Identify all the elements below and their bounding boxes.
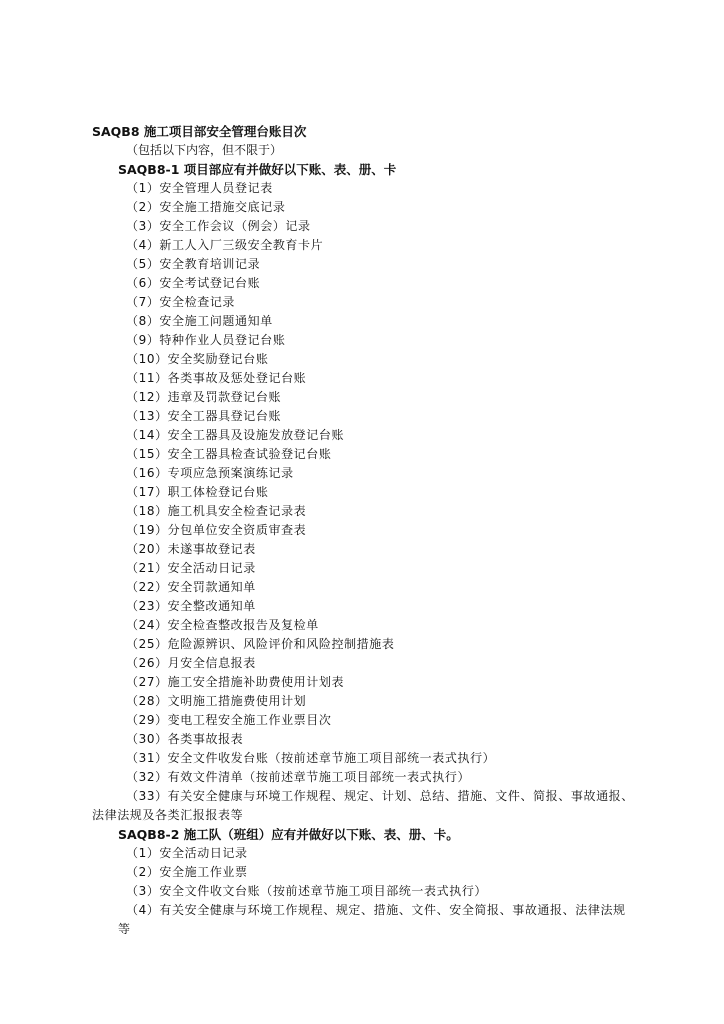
list-item: （2）安全施工作业票 [126, 865, 248, 879]
list-item: （3）安全工作会议（例会）记录 [126, 219, 311, 233]
list-item: （16）专项应急预案演练记录 [126, 466, 294, 480]
list-item: （26）月安全信息报表 [126, 656, 256, 670]
list-item: （22）安全罚款通知单 [126, 580, 256, 594]
list-item: （13）安全工器具登记台账 [126, 409, 282, 423]
list-item-4-line2: 等 [118, 922, 131, 936]
list-item-33-line2: 法律法规及各类汇报报表等 [92, 808, 244, 822]
list-item: （21）安全活动日记录 [126, 561, 256, 575]
list-item: （6）安全考试登记台账 [126, 276, 261, 290]
list-item: （24）安全检查整改报告及复检单 [126, 618, 319, 632]
list-item: （28）文明施工措施费使用计划 [126, 694, 307, 708]
list-item: （9）特种作业人员登记台账 [126, 333, 286, 347]
list-item: （7）安全检查记录 [126, 295, 236, 309]
list-item-33-line1: （33）有关安全健康与环境工作规程、规定、计划、总结、措施、文件、简报、事故通报、 [126, 789, 634, 803]
list-item: （23）安全整改通知单 [126, 599, 256, 613]
scope-note: （包括以下内容，但不限于） [126, 143, 283, 157]
list-item: （12）违章及罚款登记台账 [126, 390, 282, 404]
list-item: （1）安全活动日记录 [126, 846, 248, 860]
list-item: （11）各类事故及惩处登记台账 [126, 371, 307, 385]
list-item: （27）施工安全措施补助费使用计划表 [126, 675, 345, 689]
list-item: （15）安全工器具检查试验登记台账 [126, 447, 332, 461]
list-item-4-line1: （4）有关安全健康与环境工作规程、规定、措施、文件、安全简报、事故通报、法律法规 [126, 903, 626, 917]
list-item: （3）安全文件收文台账（按前述章节施工项目部统一表式执行） [126, 884, 488, 898]
list-item: （8）安全施工问题通知单 [126, 314, 273, 328]
list-item: （31）安全文件收发台账（按前述章节施工项目部统一表式执行） [126, 751, 496, 765]
list-item: （10）安全奖励登记台账 [126, 352, 269, 366]
list-item: （4）新工人入厂三级安全教育卡片 [126, 238, 324, 252]
list-item: （17）职工体检登记台账 [126, 485, 269, 499]
section-heading-1: SAQB8-1 项目部应有并做好以下账、表、册、卡 [118, 162, 397, 177]
list-item: （19）分包单位安全资质审查表 [126, 523, 307, 537]
document-title: SAQB8 施工项目部安全管理台账目次 [92, 124, 307, 139]
section-heading-2: SAQB8-2 施工队（班组）应有并做好以下账、表、册、卡。 [118, 827, 459, 842]
list-item: （29）变电工程安全施工作业票目次 [126, 713, 332, 727]
list-item: （1）安全管理人员登记表 [126, 181, 273, 195]
list-item: （20）未遂事故登记表 [126, 542, 256, 556]
list-item: （18）施工机具安全检查记录表 [126, 504, 307, 518]
list-item: （30）各类事故报表 [126, 732, 244, 746]
list-item: （25）危险源辨识、风险评价和风险控制措施表 [126, 637, 395, 651]
list-item: （32）有效文件清单（按前述章节施工项目部统一表式执行） [126, 770, 471, 784]
list-item: （14）安全工器具及设施发放登记台账 [126, 428, 345, 442]
list-item: （2）安全施工措施交底记录 [126, 200, 286, 214]
list-item: （5）安全教育培训记录 [126, 257, 261, 271]
